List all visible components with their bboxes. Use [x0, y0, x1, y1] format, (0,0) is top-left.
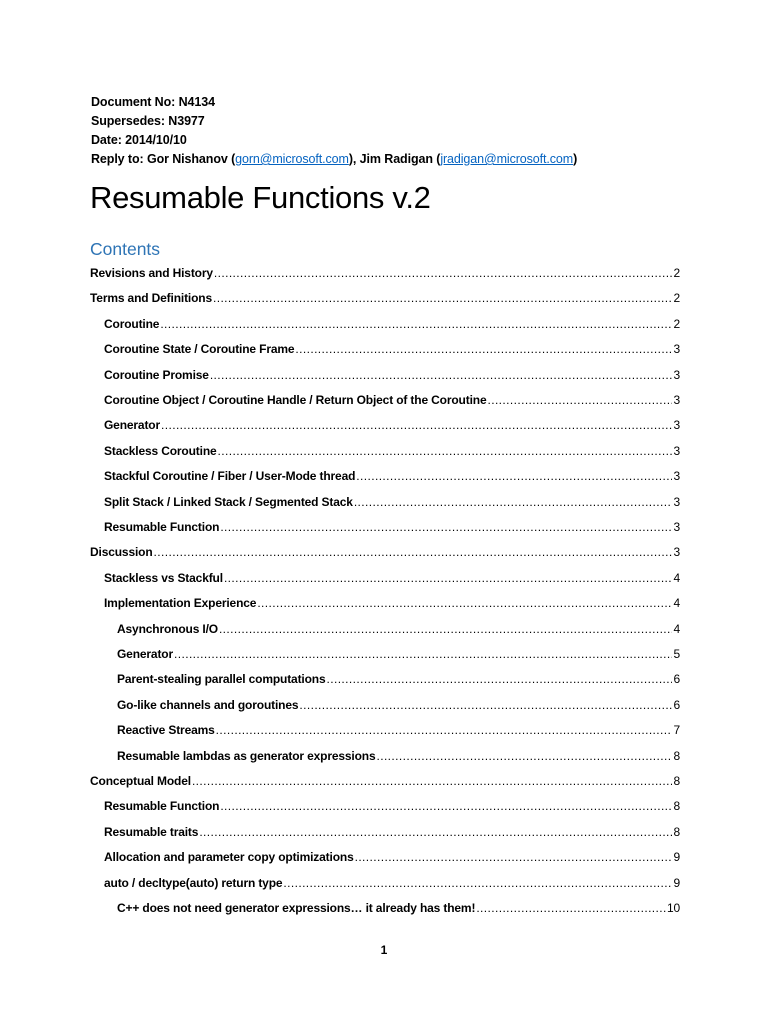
toc-entry-page: 8 [673, 799, 680, 813]
reply-middle: ), Jim Radigan ( [348, 152, 441, 166]
toc-entry-page: 4 [673, 571, 680, 585]
toc-entry-page: 8 [673, 825, 680, 839]
toc-leader-dots [355, 849, 673, 866]
toc-entry[interactable] [104, 367, 680, 384]
toc-entry-title: Split Stack / Linked Stack / Segmented Stack [104, 495, 353, 509]
toc-entry[interactable] [90, 290, 680, 307]
document-number: Document No: N4134 [91, 95, 215, 109]
toc-entry-page: 3 [673, 495, 680, 509]
supersedes: Supersedes: N3977 [91, 114, 205, 128]
toc-entry-page: 6 [673, 698, 680, 712]
document-header [91, 93, 691, 169]
toc-leader-dots [214, 265, 673, 282]
toc-leader-dots [161, 417, 672, 434]
toc-leader-dots [220, 519, 672, 536]
toc-entry-title: C++ does not need generator expressions… it already has them! [117, 901, 476, 915]
toc-entry-page: 3 [673, 418, 680, 432]
toc-leader-dots [327, 671, 673, 688]
toc-leader-dots [220, 798, 672, 815]
toc-entry-page: 3 [673, 342, 680, 356]
toc-entry-page: 4 [673, 596, 680, 610]
toc-leader-dots [295, 341, 672, 358]
toc-leader-dots [299, 697, 672, 714]
toc-entry[interactable] [104, 417, 680, 434]
toc-entry-page: 3 [673, 545, 680, 559]
toc-entry-title: Terms and Definitions [90, 291, 212, 305]
toc-entry-title: Allocation and parameter copy optimizations [104, 850, 354, 864]
toc-entry-page: 5 [673, 647, 680, 661]
toc-entry-title: Stackless vs Stackful [104, 571, 223, 585]
toc-entry-title: Generator [104, 418, 161, 432]
toc-entry-title: Coroutine Object / Coroutine Handle / Return Object of the Coroutine [104, 393, 487, 407]
toc-entry-title: Parent-stealing parallel computations [117, 672, 326, 686]
toc-leader-dots [476, 900, 666, 917]
toc-leader-dots [160, 316, 672, 333]
toc-entry[interactable] [117, 646, 680, 663]
toc-leader-dots [224, 570, 673, 587]
contents-heading: Contents [90, 239, 161, 259]
toc-entry[interactable] [104, 570, 680, 587]
document-date: Date: 2014/10/10 [91, 133, 187, 147]
toc-entry-title: auto / decltype(auto) return type [104, 876, 283, 890]
toc-entry[interactable] [90, 773, 680, 790]
toc-entry-page: 3 [673, 469, 680, 483]
toc-entry-title: Conceptual Model [90, 774, 191, 788]
toc-entry-title: Revisions and History [90, 266, 213, 280]
toc-entry[interactable] [104, 519, 680, 536]
toc-leader-dots [257, 595, 672, 612]
reply-suffix: ) [573, 152, 578, 166]
toc-entry[interactable] [117, 671, 680, 688]
toc-entry-page: 3 [673, 368, 680, 382]
toc-entry[interactable] [117, 621, 680, 638]
reply-to [91, 150, 691, 169]
toc-entry[interactable] [90, 265, 680, 282]
toc-entry-title: Coroutine Promise [104, 368, 209, 382]
reply-prefix: Reply to: Gor Nishanov ( [91, 152, 236, 166]
toc-leader-dots [218, 443, 673, 460]
toc-entry-title: Resumable lambdas as generator expressions [117, 749, 376, 763]
toc-leader-dots [376, 748, 672, 765]
toc-entry-title: Coroutine State / Coroutine Frame [104, 342, 295, 356]
toc-entry[interactable] [104, 341, 680, 358]
toc-entry-page: 3 [673, 520, 680, 534]
toc-entry-title: Implementation Experience [104, 596, 257, 610]
toc-entry-title: Stackful Coroutine / Fiber / User-Mode thread [104, 469, 356, 483]
toc-leader-dots [154, 544, 673, 561]
toc-entry[interactable] [90, 544, 680, 561]
toc-entry-page: 8 [673, 774, 680, 788]
toc-entry[interactable] [104, 468, 680, 485]
toc-entry-title: Resumable traits [104, 825, 199, 839]
toc-entry-page: 9 [673, 876, 680, 890]
toc-leader-dots [283, 875, 672, 892]
toc-entry-title: Discussion [90, 545, 153, 559]
toc-entry-page: 8 [673, 749, 680, 763]
toc-entry-page: 3 [673, 444, 680, 458]
toc-leader-dots [213, 290, 672, 307]
toc-leader-dots [216, 722, 673, 739]
toc-leader-dots [356, 468, 672, 485]
toc-entry[interactable] [117, 697, 680, 714]
toc-entry-title: Stackless Coroutine [104, 444, 217, 458]
toc-entry-title: Coroutine [104, 317, 160, 331]
toc-entry[interactable] [117, 748, 680, 765]
toc-entry-page: 4 [673, 622, 680, 636]
toc-entry-title: Generator [117, 647, 174, 661]
toc-entry-title: Resumable Function [104, 520, 220, 534]
email-link-gorn[interactable]: gorn@microsoft.com [235, 152, 349, 166]
toc-entry-page: 7 [673, 723, 680, 737]
toc-entry-page: 3 [673, 393, 680, 407]
toc-leader-dots [210, 367, 673, 384]
toc-entry[interactable] [104, 798, 680, 815]
toc-entry-page: 10 [666, 901, 680, 915]
toc-entry[interactable] [104, 849, 680, 866]
toc-entry[interactable] [104, 494, 680, 511]
toc-entry-title: Go-like channels and goroutines [117, 698, 299, 712]
toc-entry-title: Resumable Function [104, 799, 220, 813]
page-number: 1 [380, 943, 388, 957]
toc-entry[interactable] [104, 392, 680, 409]
toc-leader-dots [192, 773, 673, 790]
toc-entry[interactable] [104, 595, 680, 612]
email-link-jradigan[interactable]: jradigan@microsoft.com [440, 152, 574, 166]
toc-entry[interactable] [117, 900, 680, 917]
toc-entry-title: Reactive Streams [117, 723, 215, 737]
toc-entry[interactable] [104, 875, 680, 892]
document-title: Resumable Functions v.2 [90, 180, 431, 215]
toc-entry[interactable] [104, 316, 680, 333]
toc-entry-title: Asynchronous I/O [117, 622, 218, 636]
toc-entry-page: 2 [673, 266, 680, 280]
toc-entry[interactable] [117, 722, 680, 739]
toc-entry-page: 6 [673, 672, 680, 686]
toc-entry-page: 2 [673, 317, 680, 331]
toc-leader-dots [219, 621, 673, 638]
toc-entry[interactable] [104, 443, 680, 460]
toc-leader-dots [174, 646, 672, 663]
toc-leader-dots [487, 392, 672, 409]
toc-entry-page: 9 [673, 850, 680, 864]
toc-entry-page: 2 [673, 291, 680, 305]
toc-entry[interactable] [104, 824, 680, 841]
toc-leader-dots [199, 824, 672, 841]
toc-leader-dots [354, 494, 673, 511]
